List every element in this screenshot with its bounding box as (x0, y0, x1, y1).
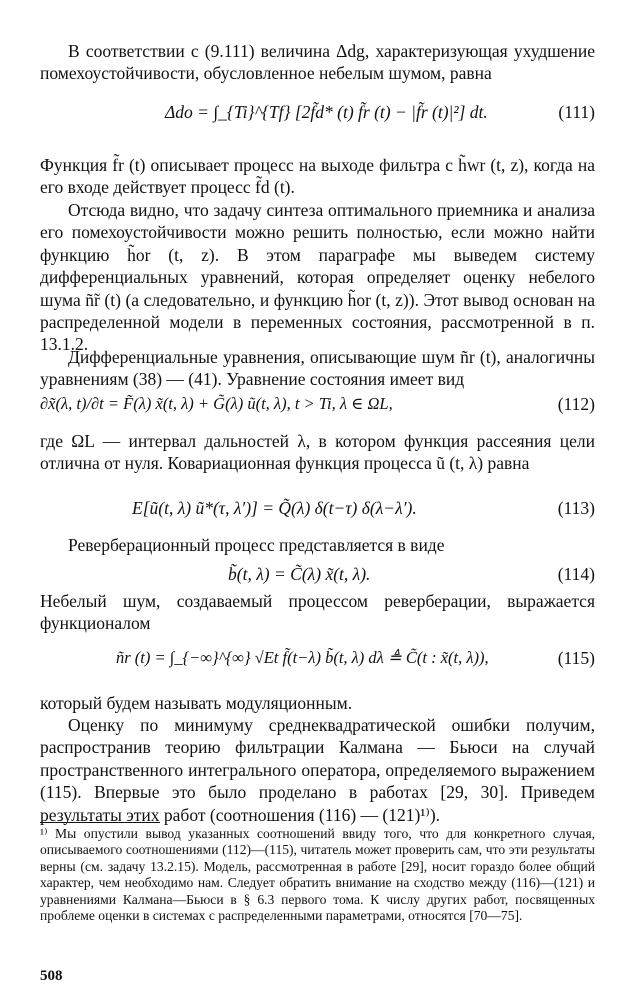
equation-115-number: (115) (557, 648, 595, 668)
equation-113 (40, 496, 595, 526)
equation-111-number: (111) (558, 102, 595, 122)
equation-114-expr: b̃(t, λ) = C̃(λ) x̃(t, λ). (228, 564, 371, 584)
paragraph-1: В соответствии с (9.111) величина Δdg, характеризующая ухудшение помехоустойчивости, обусловленное небелым шумом, равна (40, 41, 595, 84)
paragraph-9: Оценку по минимуму среднеквадратической ошибки получим, распространив теорию фильтрации Калмана — Бьюси на случай пространственного интегрального оператора, определяемого выражением (115). Впервые это было проделано в работах [29, 30]. Приведем результаты этих работ (соотношения (116) — (121)¹⁾). (40, 715, 595, 825)
paragraph-7-text: Небелый шум, создаваемый процессом реверберации, выражается функционалом (40, 591, 595, 634)
page-number: 508 (40, 968, 63, 984)
equation-112-number: (112) (557, 394, 595, 414)
paragraph-6: Реверберационный процесс представляется в виде (68, 535, 445, 555)
paragraph-3: Отсюда видно, что задачу синтеза оптимального приемника и анализа его помехоустойчивости можно решить полностью, если можно найти функцию h̃or (t, z). В этом параграфе мы выведем систему дифференциальных уравнений, которая определяет оценку небелого шума ñ̃r (t) (а следовательно, и функцию h̃or (t, z)). Этот вывод основан на распределенной модели в переменных состояния, рассмотренной в п. 13.1.2. (40, 200, 595, 355)
paragraph-8: который будем называть модуляционным. (40, 693, 353, 713)
footnote-rule (40, 822, 160, 823)
equation-112 (40, 392, 595, 422)
equation-113-expr: E[ũ(t, λ) ũ*(τ, λ′)] = Q̃(λ) δ(t−τ) δ(λ−λ′). (132, 498, 417, 518)
equation-113-number: (113) (557, 498, 595, 518)
footnote: ¹⁾ Мы опустили вывод указанных соотношений ввиду того, что для конкретного случая, описываемого соотношениями (112)—(115), читатель может проверить сам, что эти результаты верны (см. задачу 13.2.15). Модель, рассмотренная в работе [29], носит гораздо более общий характер, чем необходимо нам. Следует обратить внимание на сходство между (116)—(121) и уравнениями Калмана—Бьюси в § 6.3 первого тома. К числу других работ, посвященных проблеме оценки в системах с распределенными параметрами, относятся [70—75]. (40, 826, 595, 924)
equation-114-number: (114) (557, 564, 595, 584)
equation-111-expr: Δdo = ∫_{Ti}^{Tf} [2f̃d* (t) f̃r (t) − |f̃r (t)|²] dt. (165, 102, 488, 122)
equation-114 (40, 562, 595, 592)
equation-115-expr: ñr (t) = ∫_{−∞}^{∞} √Et f̃(t−λ) b̃(t, λ) dλ ≜ C̃(t : x̃(t, λ)), (116, 648, 489, 667)
paragraph-4: Дифференциальные уравнения, описывающие шум ñr (t), аналогичны уравнениям (38) — (41). Уравнение состояния имеет вид (40, 347, 595, 390)
paragraph-5: где ΩL — интервал дальностей λ, в котором функция рассеяния цели отлична от нуля. Ковариационная функция процесса ũ (t, λ) равна (40, 431, 595, 474)
equation-115 (40, 636, 595, 688)
equation-112-expr: ∂x̃(λ, t)/∂t = F̃(λ) x̃(t, λ) + G̃(λ) ũ(t, λ), t > Ti, λ ∈ ΩL, (40, 394, 393, 413)
equation-111 (40, 94, 595, 140)
paragraph-2: Функция f̃r (t) описывает процесс на выходе фильтра с h̃wr (t, z), когда на его входе действует процесс f̃d (t). (40, 155, 595, 198)
paragraph-7 (40, 590, 595, 635)
